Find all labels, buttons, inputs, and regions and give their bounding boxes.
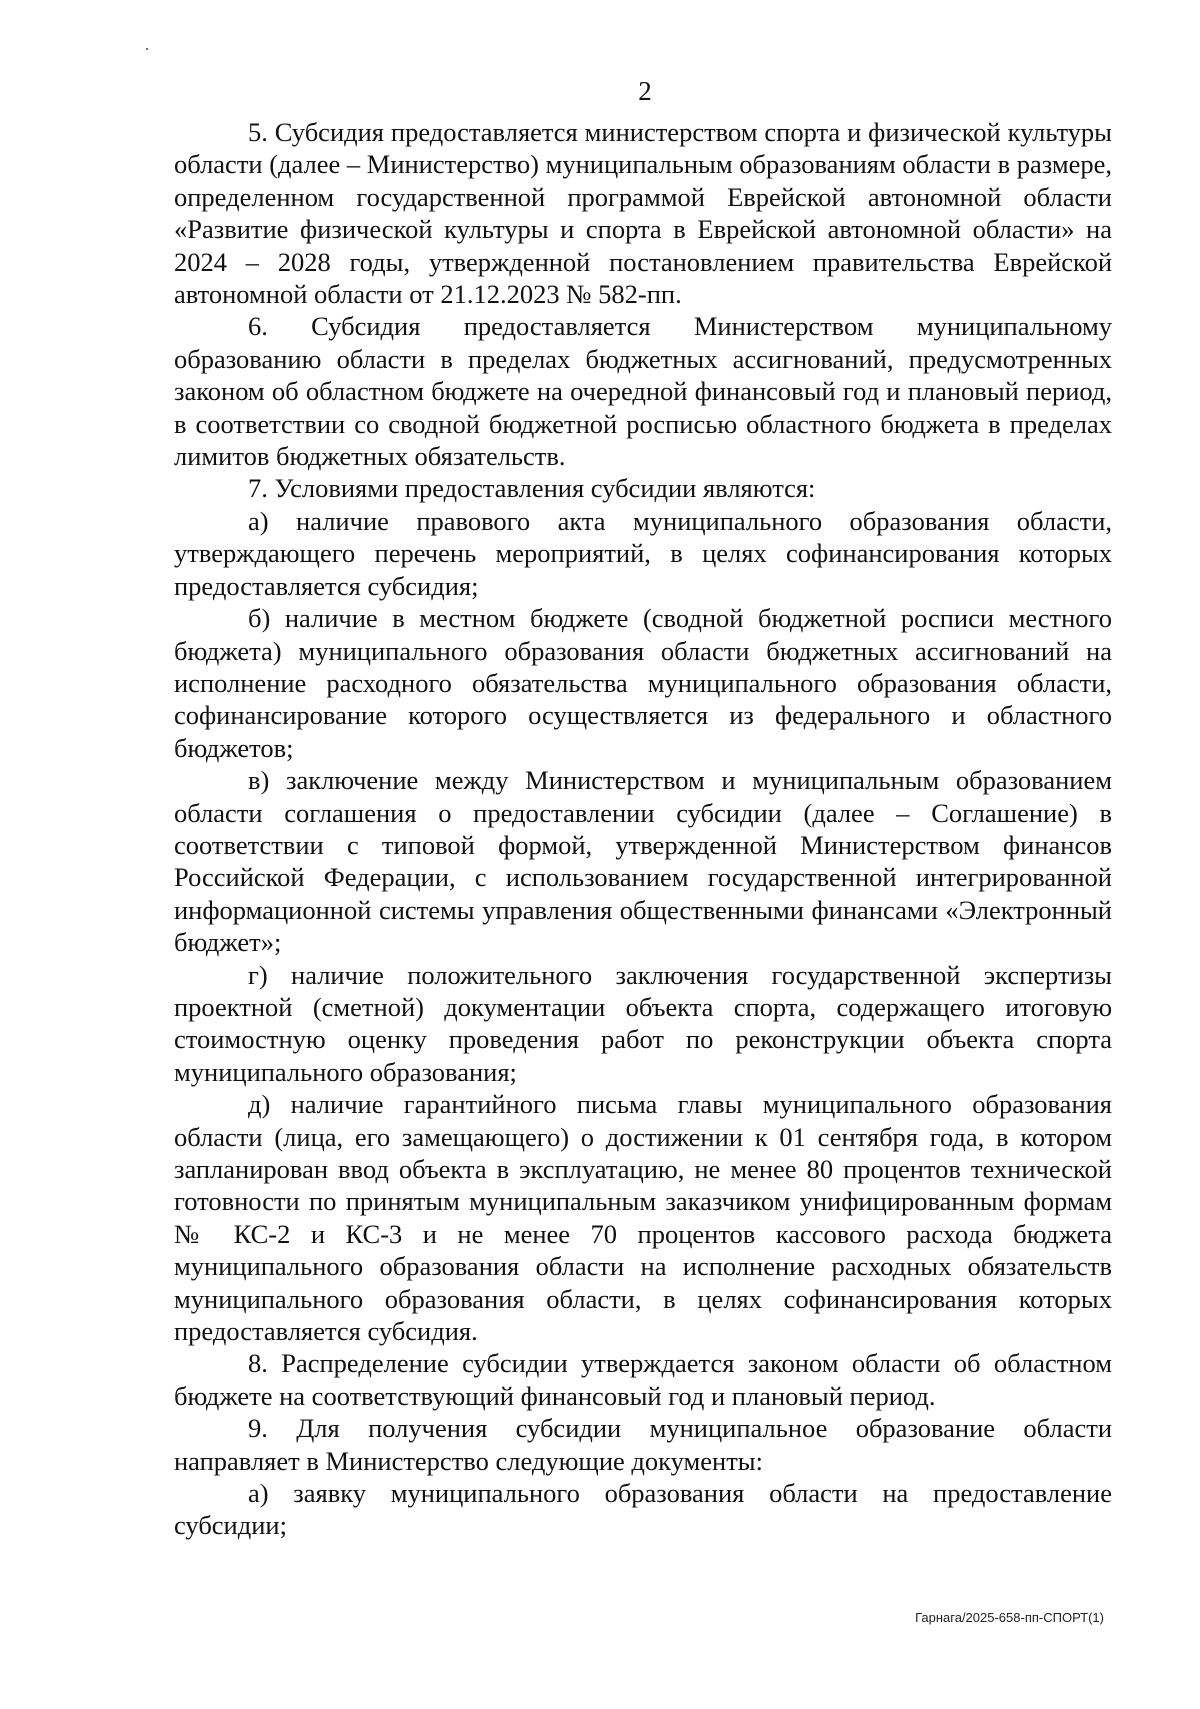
paragraph-8: 8. Распределение субсидии утверждается законом области об областном бюджете на соответствующий финансовый год и плановый период. [174,1348,1112,1411]
paragraph-6: 6. Субсидия предоставляется Министерством муниципальному образованию области в пределах бюджетных ассигнований, предусмотренных законом об областном бюджете на очередной финансовый год и плановый период, в соответствии со сводной бюджетной росписью областного бюджета в пределах лимитов бюджетных обязательств. [174,311,1112,472]
paragraph-5: 5. Субсидия предоставляется министерством спорта и физической культуры области (далее – Министерство) муниципальным образованиям области в размере, определенном государственной программой Еврейской автономной области «Развитие физической культуры и спорта в Еврейской автономной области» на 2024 – 2028 годы, утвержденной постановлением правительства Еврейской автономной области от 21.12.2023 № 582-пп. [174,117,1113,310]
document-body [174,116,1112,1542]
paragraph-7a: а) наличие правового акта муниципального образования области, утверждающего перечень мероприятий, в целях софинансирования которых предоставляется субсидия; [174,505,1112,601]
scan-speck [146,48,148,50]
footer-document-code: Гарнага/2025-658-пп-СПОРТ(1) [915,1610,1104,1625]
page-number: 2 [638,76,652,106]
paragraph-7: 7. Условиями предоставления субсидии являются: [248,473,816,504]
paragraph-7v: в) заключение между Министерством и муниципальным образованием области соглашения о предоставлении субсидии (далее – Соглашение) в соответствии с типовой формой, утвержденной Министерством финансов Российской Федерации, с использованием государственной интегрированной информационной системы управления общественными финансами «Электронный бюджет»; [174,765,1112,958]
paragraph-7b: б) наличие в местном бюджете (сводной бюджетной росписи местного бюджета) муниципального образования области бюджетных ассигнований на исполнение расходного обязательства муниципального образования области, софинансирование которого осуществляется из федерального и областного бюджетов; [174,603,1112,763]
paragraph-7g: г) наличие положительного заключения государственной экспертизы проектной (сметной) документации объекта спорта, содержащего итоговую стоимостную оценку проведения работ по реконструкции объекта спорта муниципального образования; [174,959,1112,1087]
paragraph-9: 9. Для получения субсидии муниципальное образование области направляет в Министерство следующие документы: [174,1413,1112,1476]
paragraph-7d: д) наличие гарантийного письма главы муниципального образования области (лица, его замещающего) о достижении к 01 сентября года, в котором запланирован ввод объекта в эксплуатацию, не менее 80 процентов технической готовности по принятым муниципальным заказчиком унифицированным формам № КС-2 и КС-3 и не менее 70 процентов кассового расхода бюджета муниципального образования области на исполнение расходных обязательств муниципального образования области, в целях софинансирования которых предоставляется субсидия. [174,1089,1112,1347]
paragraph-9a: а) заявку муниципального образования области на предоставление субсидии; [174,1478,1112,1541]
